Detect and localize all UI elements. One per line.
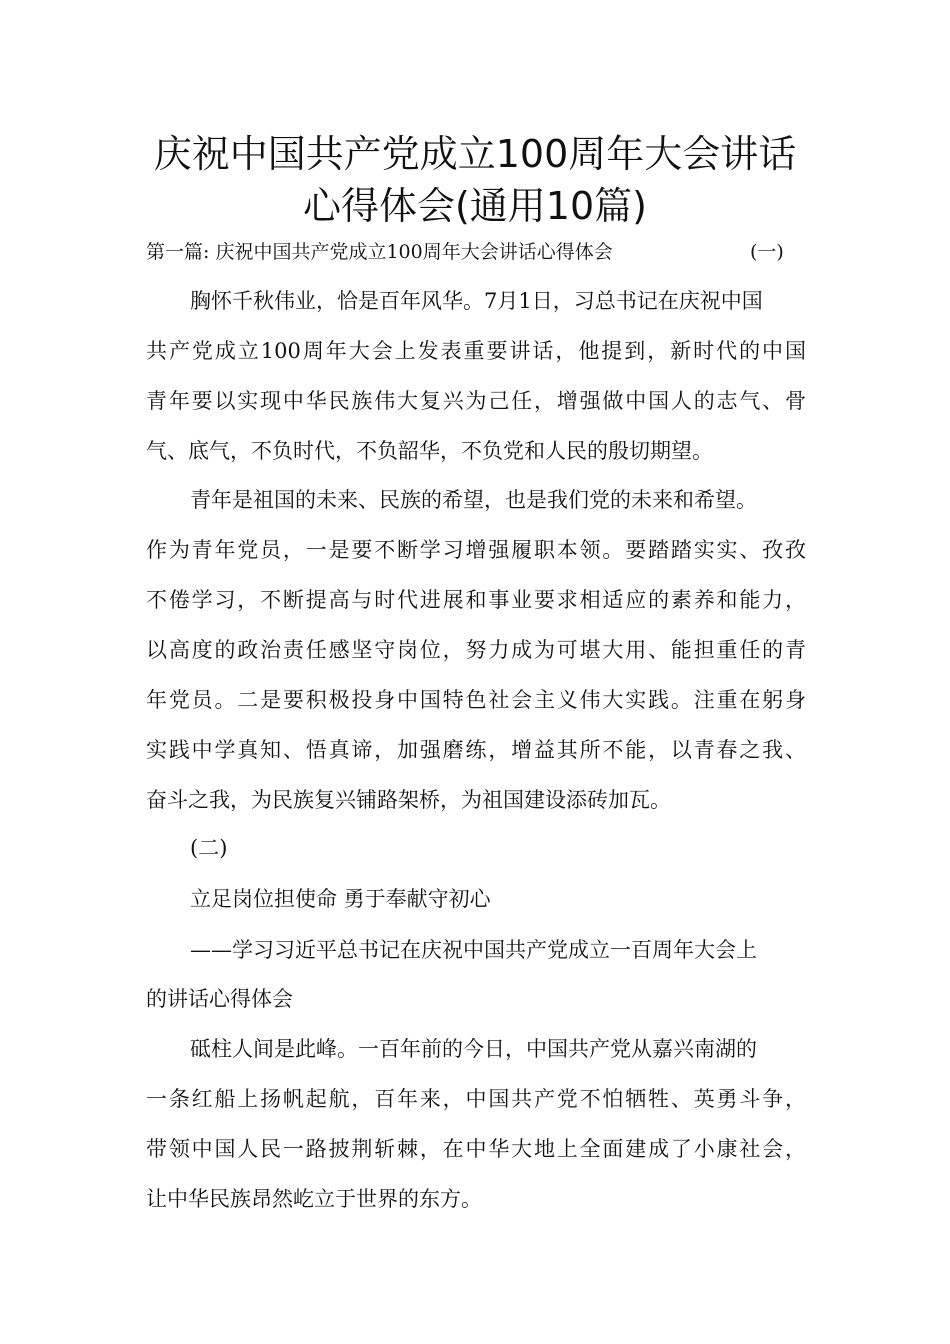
body-line: 气、底气，不负时代，不负韶华，不负党和人民的殷切期望。: [146, 439, 713, 463]
body-line: 以高度的政治责任感坚守岗位，努力成为可堪大用、能担重任的青: [146, 638, 806, 662]
section-number: (一): [750, 241, 784, 263]
section-heading-text: 第一篇: 庆祝中国共产党成立100周年大会讲话心得体会: [146, 241, 613, 263]
body-line: 奋斗之我，为民族复兴铺路架桥，为祖国建设添砖加瓦。: [146, 788, 671, 812]
body-line: 共产党成立100周年大会上发表重要讲话，他提到，新时代的中国: [146, 339, 806, 363]
body-line: 一条红船上扬帆起航，百年来，中国共产党不怕牺牲、英勇斗争，: [146, 1087, 806, 1111]
body-line: 不倦学习，不断提高与时代进展和事业要求相适应的素养和能力，: [146, 588, 806, 612]
body-line: 青年是祖国的未来、民族的希望，也是我们党的未来和希望。: [190, 488, 757, 512]
body-line: 作为青年党员，一是要不断学习增强履职本领。要踏踏实实、孜孜: [146, 538, 806, 562]
article-subtitle: ——学习习近平总书记在庆祝中国共产党成立一百周年大会上: [190, 938, 757, 962]
body-line: 让中华民族昂然屹立于世界的东方。: [146, 1187, 482, 1211]
article-subtitle-cont: 的讲话心得体会: [146, 987, 293, 1011]
document-title-line-1: 庆祝中国共产党成立100周年大会讲话: [153, 132, 797, 176]
body-line: 砥柱人间是此峰。一百年前的今日，中国共产党从嘉兴南湖的: [190, 1037, 757, 1061]
body-line: 带领中国人民一路披荆斩棘，在中华大地上全面建成了小康社会，: [146, 1137, 806, 1161]
section-heading: [146, 238, 806, 266]
section-number-2: (二): [190, 836, 228, 860]
body-line: 胸怀千秋伟业，恰是百年风华。7月1日，习总书记在庆祝中国: [190, 289, 763, 313]
body-line: 青年要以实现中华民族伟大复兴为己任，增强做中国人的志气、骨: [146, 389, 806, 413]
article-title: 立足岗位担使命 勇于奉献守初心: [190, 887, 491, 911]
body-line: 实践中学真知、悟真谛，加强磨练，增益其所不能，以青春之我、: [146, 738, 806, 762]
document-title-line-2: 心得体会(通用10篇): [302, 184, 647, 228]
body-line: 年党员。二是要积极投身中国特色社会主义伟大实践。注重在躬身: [146, 688, 806, 712]
